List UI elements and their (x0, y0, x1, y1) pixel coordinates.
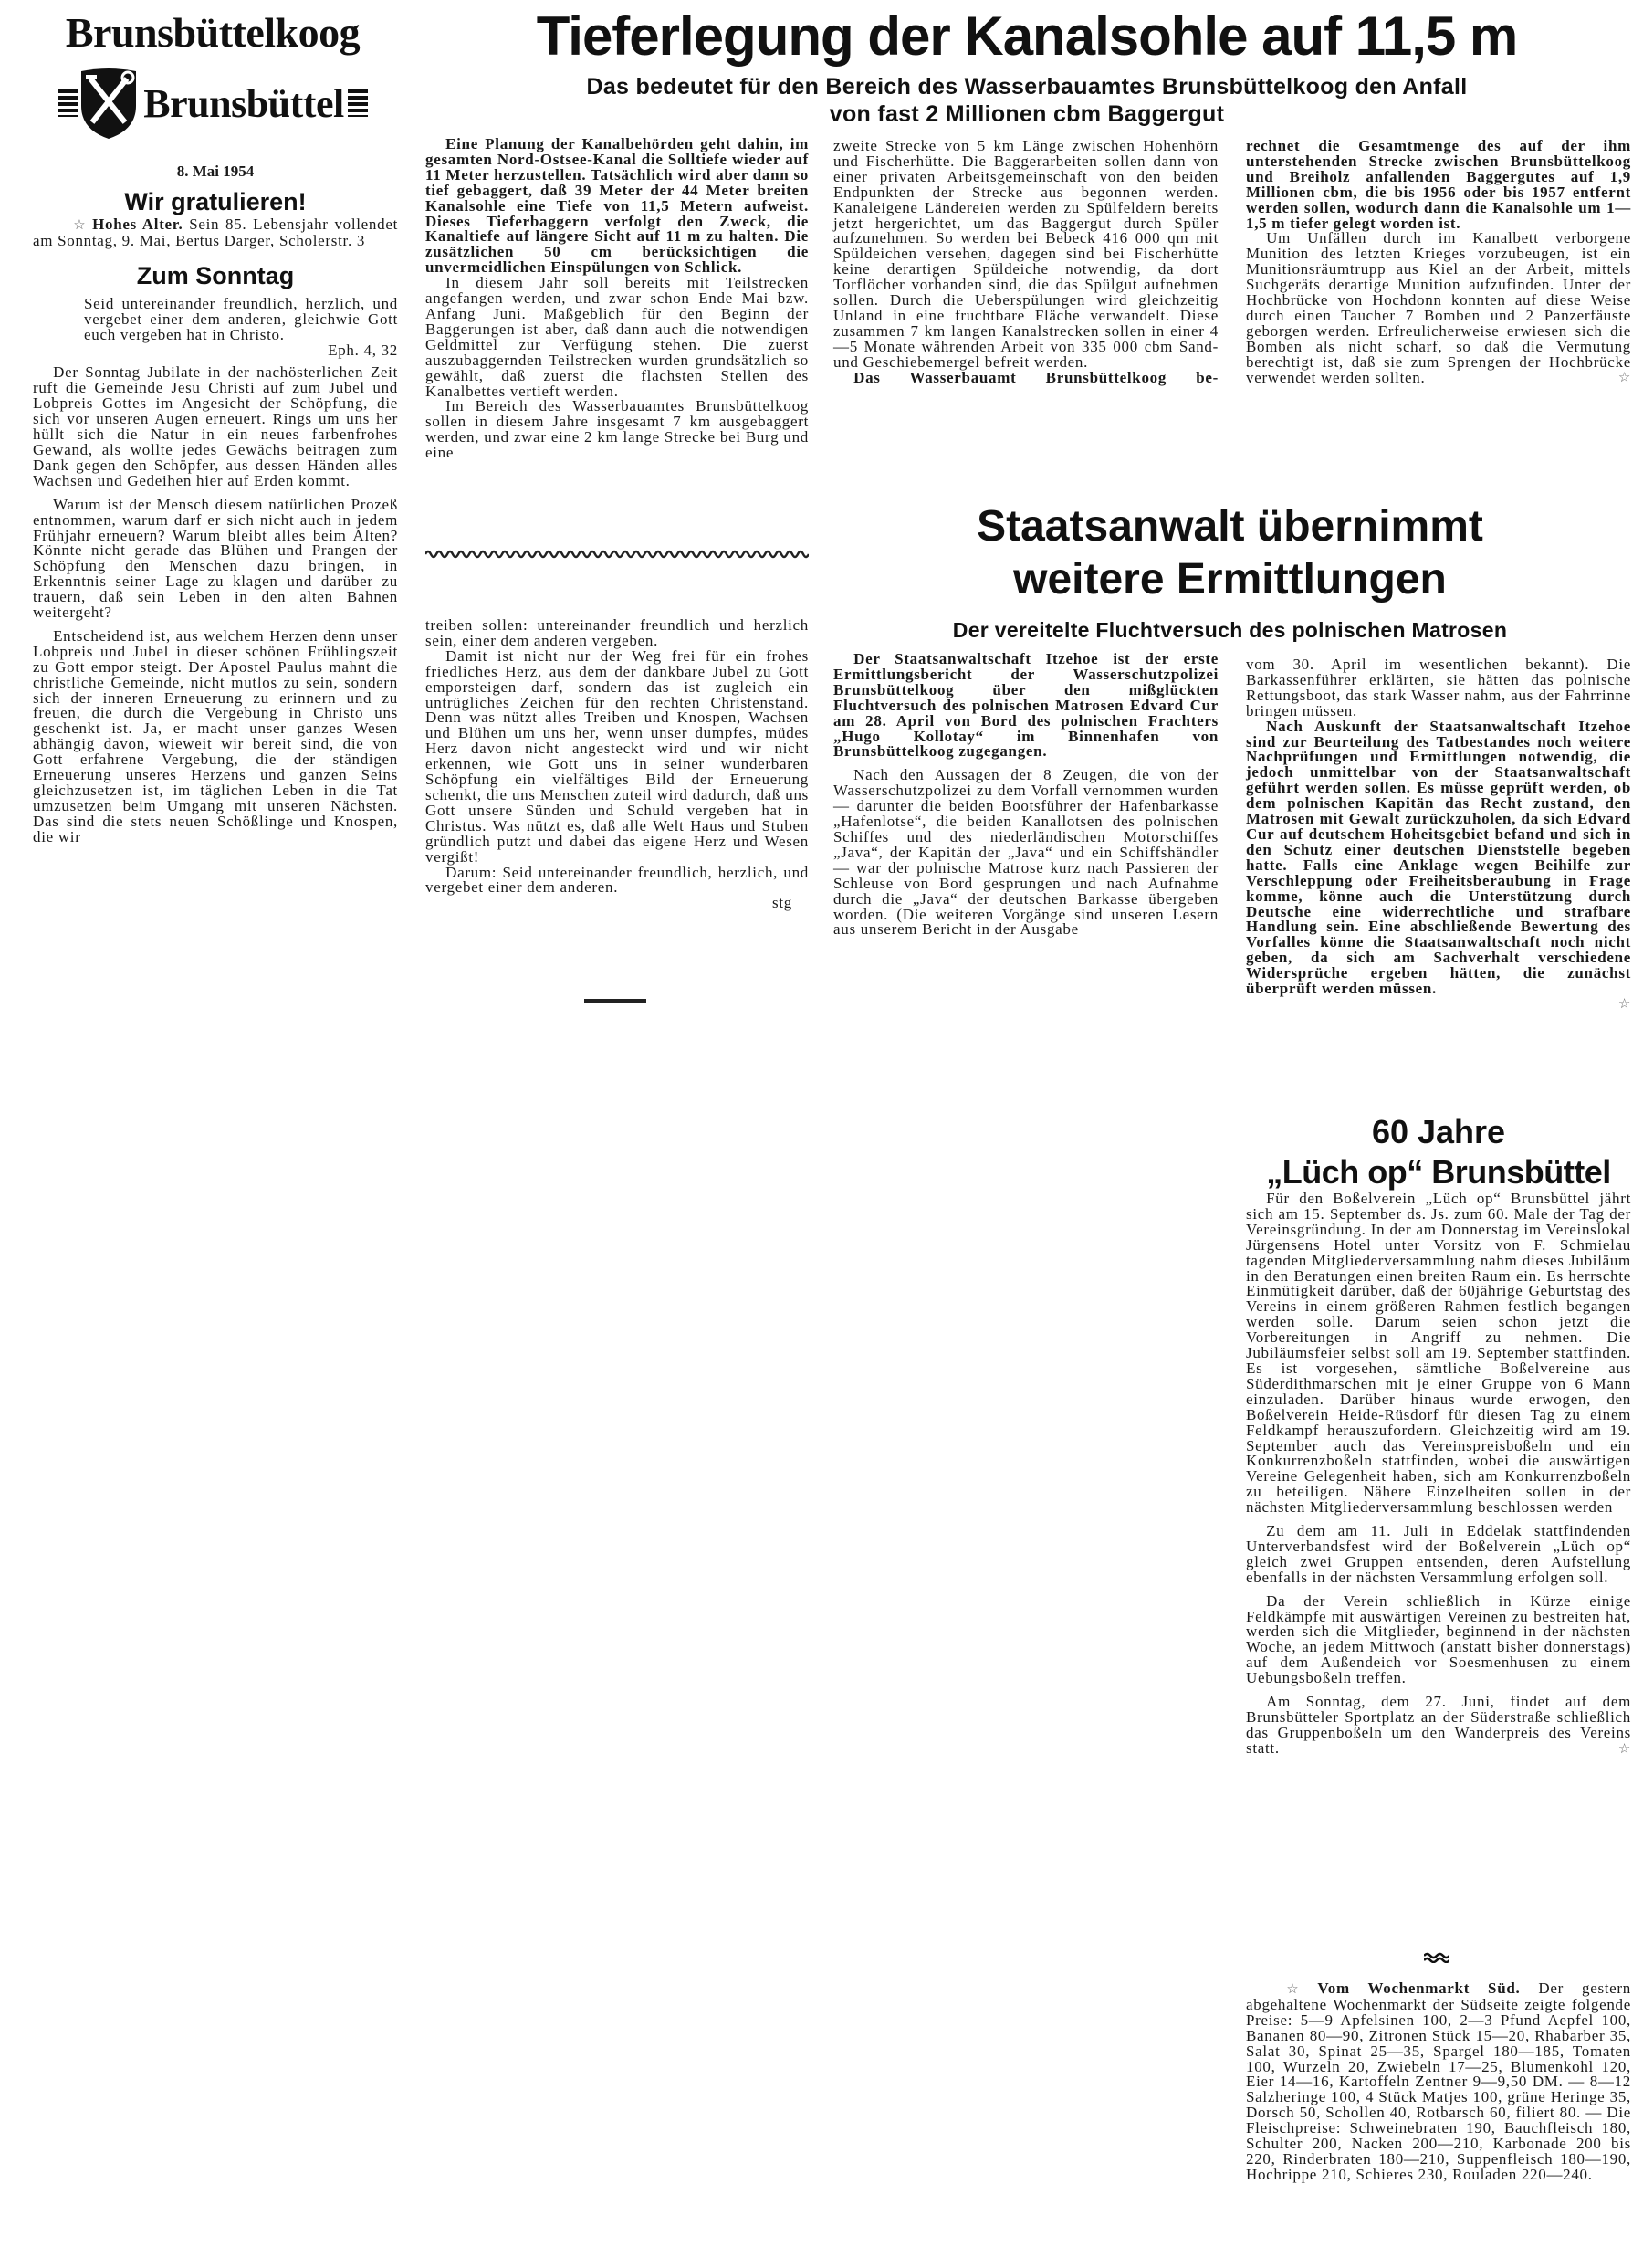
paragraph: Da der Verein schließlich in Kürze einige Feldkämpfe mit auswärtigen Vereinen zu bestreiten hat, werden sich die Mitglieder, beginnend in der nächsten Woche, an jedem Mittwoch (anstatt bisher donnerstags) auf dem Außendeich vor Soesmenhusen zu einem Uebungsboßeln treffen. (1246, 1591, 1631, 1687)
staatsanwalt-lead: Der Staatsanwaltschaft Itzehoe ist der erste Ermittlungsbericht der Wasserschutzpolizei Brunsbüttelkoog über den mißglückten Fluchtversuch des polnischen Matrosen Edvard Cur am 28. April von Bord des polnischen Frachters „Hugo Kollotay“ im Binnenhafen von Brunsbüttelkoog zugegangen. (833, 650, 1219, 761)
star-icon: ☆ (73, 218, 87, 233)
paragraph: treiben sollen: untereinander freundlich und herzlich sein, einer dem anderen vergeben. (425, 616, 809, 649)
main-headline: Tieferlegung der Kanalsohle auf 11,5 m (536, 5, 1518, 67)
subhead-line-1: Das bedeutet für den Bereich des Wasserbauamtes Brunsbüttelkoog den Anfall (586, 74, 1468, 100)
notice-text: Sein 85. Lebensjahr vollendet am Sonntag, 9. Mai, Bertus Darger, Scholerstr. 3 (33, 215, 398, 249)
paragraph: Zu dem am 11. Juli in Eddelak stattfindenden Unterverbandsfest wird der Boßelverein „Lüch op“ gleich zwei Gruppen entsenden, deren Aufstellung ebenfalls in der nächsten Versammlung erfolgen soll. (1246, 1522, 1631, 1586)
paragraph (1246, 231, 1631, 385)
headline-line-2: weitere Ermittlungen (1013, 555, 1447, 604)
paragraph-text: Um Unfällen durch im Kanalbett verborgene Munition des letzten Krieges vorzubeugen, ist ein Munitionsräumtrupp aus Kiel an der Arbeit, mittels Suchgeräts derartige Munition aufzufinden. Unter der Hochbrücke von Hochdonn konnten auf diese Weise durch einen Taucher 7 Bomben und 2 Panzerfäuste geborgen werden. Erfreulicherweise erwiesen sich die Bomben als nicht scharf, so daß die Vermutung berechtigt ist, daß sie zum Sprengen der Hochbrücke verwendet werden sollten. (1246, 229, 1631, 386)
masthead-line-2: Brunsbüttel (143, 80, 344, 126)
headline-line-1: 60 Jahre (1371, 1113, 1506, 1150)
quote-reference: Eph. 4, 32 (328, 341, 398, 359)
kanal-column-2 (425, 137, 809, 461)
masthead (26, 2, 400, 157)
small-wavy-divider-line (1424, 1952, 1449, 1963)
column-end-rule (584, 999, 646, 1003)
bible-quote (84, 294, 398, 359)
masthead-line-1: Brunsbüttelkoog (65, 9, 361, 56)
sonntag-body (33, 365, 398, 845)
paragraph: Damit ist nicht nur der Weg frei für ein frohes friedliches Herz, aus dem der dankbare Jubel zu Gott emporsteigen darf, sondern das ist zugleich ein untrügliches Zeichen für den rechten Christenstand. Denn was nützt alles Treiben und Knospen, Wachsen und Blühen um uns her, wenn unser dumpfes, müdes Herz davon nicht angesteckt wird und wir nicht erkennen, wie Gott uns in seiner wunderbaren Schöpfung ein vielfältiges Bild der Erneuerung schenkt, die uns Menschen zuteil wird dadurch, daß uns Gott unsere Sünden und Schuld vergeben hat in Christus. Was nützt es, daß alle Welt Haus und Stuben gründlich putzt und dabei das eigene Herz und Wesen vergißt! (425, 646, 809, 866)
luech-op-headline (1246, 1112, 1631, 1192)
staatsanwalt-subheadline: Der vereitelte Fluchtversuch des polnischen Matrosen (952, 618, 1508, 642)
ribbon-left-icon (58, 89, 78, 117)
sonntag-heading: Zum Sonntag (136, 261, 295, 289)
headline-line-2: „Lüch op“ Brunsbüttel (1266, 1153, 1611, 1191)
paragraph: Nach Auskunft der Staatsanwaltschaft Itzehoe sind zur Beurteilung des Tatbestandes noch weitere Nachprüfungen und Ermittlungen notwendig, die jedoch unmittelbar von der Staatsanwaltschaft geführt werden sollen. Es müsse geprüft werden, ob dem polnischen Kapitän das Recht zustand, den Matrosen mit Gewalt zurückzuholen, da sich Edvard Cur auf deutschem Hoheitsgebiet befand und sich in den Schutz einer deutschen Dienststelle begeben hatte. Falls eine Anklage wegen Beihilfe zur Verschleppung oder Freiheitsberaubung in Frage komme, könne auch die Unterstützung durch Deutsche eine widerrechtliche und strafbare Handlung sein. Eine abschließende Bewertung des Vorfalles könne die Staatsanwaltschaft noch nicht geben, da sich am Sachverhalt verschiedene Widersprüche ergeben hätten, die zunächst überprüft werden müssen. (1246, 717, 1631, 998)
star-icon: ☆ (1286, 1982, 1300, 1997)
staatsanwalt-column-3 (833, 652, 1219, 938)
luech-op-body (1246, 1192, 1631, 1758)
notice-text: Der gestern abgehaltene Wochenmarkt der Südseite zeigte folgende Preise: 5—9 Apfelsinen 100, 2—3 Pfund Aepfel 100, Bananen 80—90, Zitronen Stück 15—20, Rhabarber 35, Salat 30, Spinat 25—35, Spargel 180—185, Tomaten 100, Wurzeln 20, Zwiebeln 17—25, Blumenkohl 120, Eier 14—16, Kartoffeln Zentner 9—9,50 DM. — 8—12 Salzheringe 100, 4 Stück Matjes 100, grüne Heringe 35, Dorsch 50, Schollen 40, Rotbarsch 60, filiert 80. — Die Fleischpreise: Schweinebraten 190, Bauchfleisch 180, Schulter 200, Nacken 200—210, Karbonade 200 bis 220, Rinderbraten 180—210, Suppenfleisch 180—190, Hochrippe 210, Schieres 230, Rouladen 220—240. (1246, 1979, 1631, 2183)
paragraph: Für den Boßelverein „Lüch op“ Brunsbüttel jährt sich am 15. September ds. Js. zum 60. Male der Tag der Vereinsgründung. In der am Donnerstag im Vereinslokal Jürgensens Hotel unter Vorsitz von F. Schmielau tagenden Mitgliederversammlung nahm dieses Jubiläum in den Beratungen einen breiten Raum ein. Es herrschte Einmütigkeit darüber, daß der 60jährige Geburtstag des Vereins in einem größeren Rahmen festlich begangen werden solle. Darum seien schon jetzt die Vorbereitungen in Angriff zu nehmen. Die Jubiläumsfeier selbst soll am 19. September stattfinden. Es ist vorgesehen, sämtliche Boßelvereine aus Süderdithmarschen mit je einer Gruppe von 6 Mann einzuladen. Darüber hinaus wurde erwogen, den Boßelverein Heide-Rüsdorf für diesen Tag zu einem Feldkampf herauszufordern. Gleichzeitig wird am 19. September auch das Vereinspreisboßeln und ein Konkurrenzboßeln stattfinden, wobei die auswärtigen Vereine Gelegenheit haben, sich am Konkurrenzboßeln zu beteiligen. Nähere Einzelheiten sollen in der nächsten Mitgliederversammlung beschlossen werden (1246, 1190, 1631, 1517)
paragraph: In diesem Jahr soll bereits mit Teilstrecken angefangen werden, und zwar schon Ende Mai bzw. Anfang Juni. Maßgeblich für den Beginn der Baggerungen ist aber, daß dann auch die notwendigen Geldmittel zur Verfügung stehen. Die zuerst auszubaggernden Teilstrecken wurden grundsätzlich so gewählt, daß zuerst die flachsten Stellen des Kanalbettes vertieft werden. (425, 274, 809, 400)
main-subheadline (415, 73, 1638, 128)
wochenmarkt-notice (1246, 1981, 1631, 2183)
ribbon-right-icon (348, 89, 368, 117)
paragraph: Entscheidend ist, aus welchem Herzen denn unser Lobpreis und Jubel in dieser schönen Frühlingszeit zu Gott empor steigt. Der Apostel Paulus mahnt die christliche Gemeinde, nicht mutlos zu sein, sondern sich der inneren Erneuerung zu erinnern und zu freuen, die durch die Vergebung in Christo uns geschenkt ist. Ja, er macht unser ganzes Wesen abhängig davon, wieweit wir bereit sind, die von Gott erfahrene Vergebung, die der ständigen Erneuerung unseres Herzens und ganzen Seins gleichzusetzen ist, im täglichen Leben in die Tat umzusetzen beim Umgang mit unseren Nächsten. Das sind die stets neuen Schößlinge und Knospen, die wir (33, 626, 398, 845)
kanal-column-3 (833, 139, 1219, 386)
paragraph: Im Bereich des Wasserbauamtes Brunsbüttelkoog sollen in diesem Jahre insgesamt 7 km ausgebaggert werden, und zwar eine 2 km lange Strecke bei Burg und eine (425, 397, 809, 462)
paragraph: Warum ist der Mensch diesem natürlichen Prozeß entnommen, warum darf er sich nicht auch in jedem Frühjahr erneuern? Warum bleibt alles beim Alten? Könnte nicht gerade das Blühen und Prangen der Schöpfung den Menschen dazu bringen, in Erkenntnis seiner Lage zu klagen und darüber zu trauern, daß sein Leben in den alten Bahnen weitergeht? (33, 495, 398, 622)
paragraph: vom 30. April im wesentlichen bekannt). Die Barkassenführer erklärten, sie hätten das polnische Rettungsboot, das stark Wasser nahm, aus der Fahrrinne bringen müssen. (1246, 656, 1631, 719)
masthead-row-2 (26, 66, 400, 141)
end-mark-icon: ☆ (1617, 996, 1631, 1012)
paragraph: Am Sonntag, dem 27. Juni, findet auf dem Brunsbütteler Sportplatz an der Süderstraße schließlich das Gruppenboßeln um den Wanderpreis des Vereins statt. (1246, 1693, 1631, 1757)
staatsanwalt-column-4 (1246, 657, 1631, 1013)
paragraph: zweite Strecke von 5 km Länge zwischen Hohenhörn und Fischerhütte. Die Baggerarbeiten sollen dann von einer privaten Arbeitsgemeinschaft von den beiden Endpunkten der Strecke aus begonnen werden. Kanaleigene Ländereien werden zu Spülfeldern bereits jetzt hergerichtet, um das Baggergut durch Spüler aufzunehmen. So werden bei Bebeck 416 000 qm mit Spüldeichen versehen, dagegen sind bei Fischerhütte keine derartigen Spüldeiche notwendig, da dort Torflöcher vorhanden sind, die das Spülgut aufnehmen sollen. Durch die Ueberspülungen wird gleichzeitig Unland in eine fruchtbare Fläche verwandelt. Diese zusammen 7 km langen Kanalstrecken sollen in einer 4—5 Monate währenden Arbeit von 335 000 cbm Sand- und Geschiebemergel befreit werden. (833, 137, 1219, 371)
column-1 (33, 163, 398, 845)
headline-line-1: Staatsanwalt übernimmt (977, 502, 1483, 551)
wavy-divider-line (425, 548, 809, 561)
wavy-divider (425, 548, 809, 561)
subhead-line-2: von fast 2 Millionen cbm Baggergut (829, 101, 1225, 127)
coat-of-arms-shield-icon (78, 66, 140, 141)
kanal-column-4 (1246, 139, 1631, 386)
gratulieren-heading: Wir gratulieren! (124, 188, 307, 215)
notice-lead: Hohes Alter. (92, 215, 183, 233)
issue-date: 8. Mai 1954 (176, 163, 255, 180)
kanal-lead: Eine Planung der Kanalbehörden geht dahin, im gesamten Nord-Ostsee-Kanal die Solltiefe wieder auf 11 Meter herzustellen. Tatsächlich wird aber dann so tief gebaggert, daß 39 Meter der 44 Meter breiten Kanalsohle eine Tiefe von 11,5 Metern aufweist. Dieses Tieferbaggern verfolgt den Zweck, die Kanaltiefe auf längere Sicht auf 11 m zu halten. Die zusätzlichen 50 cm berücksichtigen die unvermeidlichen Einspülungen von Schlick. (425, 135, 809, 277)
small-wavy-divider (1424, 1952, 1449, 1963)
end-mark-icon: ☆ (1617, 370, 1631, 385)
staatsanwalt-headline (822, 500, 1638, 606)
gratulieren-notice (33, 217, 398, 249)
paragraph: Das Wasserbauamt Brunsbüttelkoog be- (853, 368, 1219, 386)
paragraph: Nach den Aussagen der 8 Zeugen, die von der Wasserschutzpolizei zu dem Vorfall vernommen wurden — darunter die beiden Bootsführer der Hafenbarkasse „Hafenlotse“, die beiden Kanallotsen des polnischen Schiffes und des niederländischen Motorschiffes „Java“, der Kapitän der „Java“ und ein Schiffshändler — war der polnische Matrose kurz nach Passieren der Schleuse von Bord gesprungen und nach Aufnahme durch die „Java“ der deutschen Barkasse übergeben worden. (Die weiteren Vorgänge sind unseren Lesern aus unserem Bericht in der Ausgabe (833, 766, 1219, 939)
end-mark-icon: ☆ (1617, 1741, 1631, 1757)
author-signature: stg (772, 894, 792, 912)
paragraph: rechnet die Gesamtmenge des auf der ihm unterstehenden Strecke zwischen Brunsbüttelkoog und Breiholz anfallenden Baggergutes auf 1,9 Millionen cbm, die bis 1956 oder bis 1957 entfernt werden sollen, wodurch dann die Kanalsohle um 1—1,5 m tiefer gelegt worden ist. (1246, 137, 1631, 232)
notice-lead: Vom Wochenmarkt Süd. (1317, 1979, 1521, 1997)
paragraph: Darum: Seid untereinander freundlich, herzlich, und vergebet einer dem anderen. (425, 863, 809, 897)
sonntag-continued (425, 618, 809, 911)
paragraph: Der Sonntag Jubilate in der nachösterlichen Zeit ruft die Gemeinde Jesu Christi auf zum Jubel und Lobpreis Gottes im Angesicht der Schöpfung, die sich vor unseren Augen erneuert. Rings um uns her hüllt sich die Natur in ein neues farbenfrohes Gewand, als wollte jedes Gewächs beitragen zum Dank gegen den Schöpfer, aus dessen Händen alles Wachsen und Gedeihen hier auf Erden kommt. (33, 363, 398, 489)
quote-text: Seid untereinander freundlich, herzlich, und vergebet einer dem anderen, gleichwie Gott euch vergeben hat in Christo. (84, 294, 398, 343)
